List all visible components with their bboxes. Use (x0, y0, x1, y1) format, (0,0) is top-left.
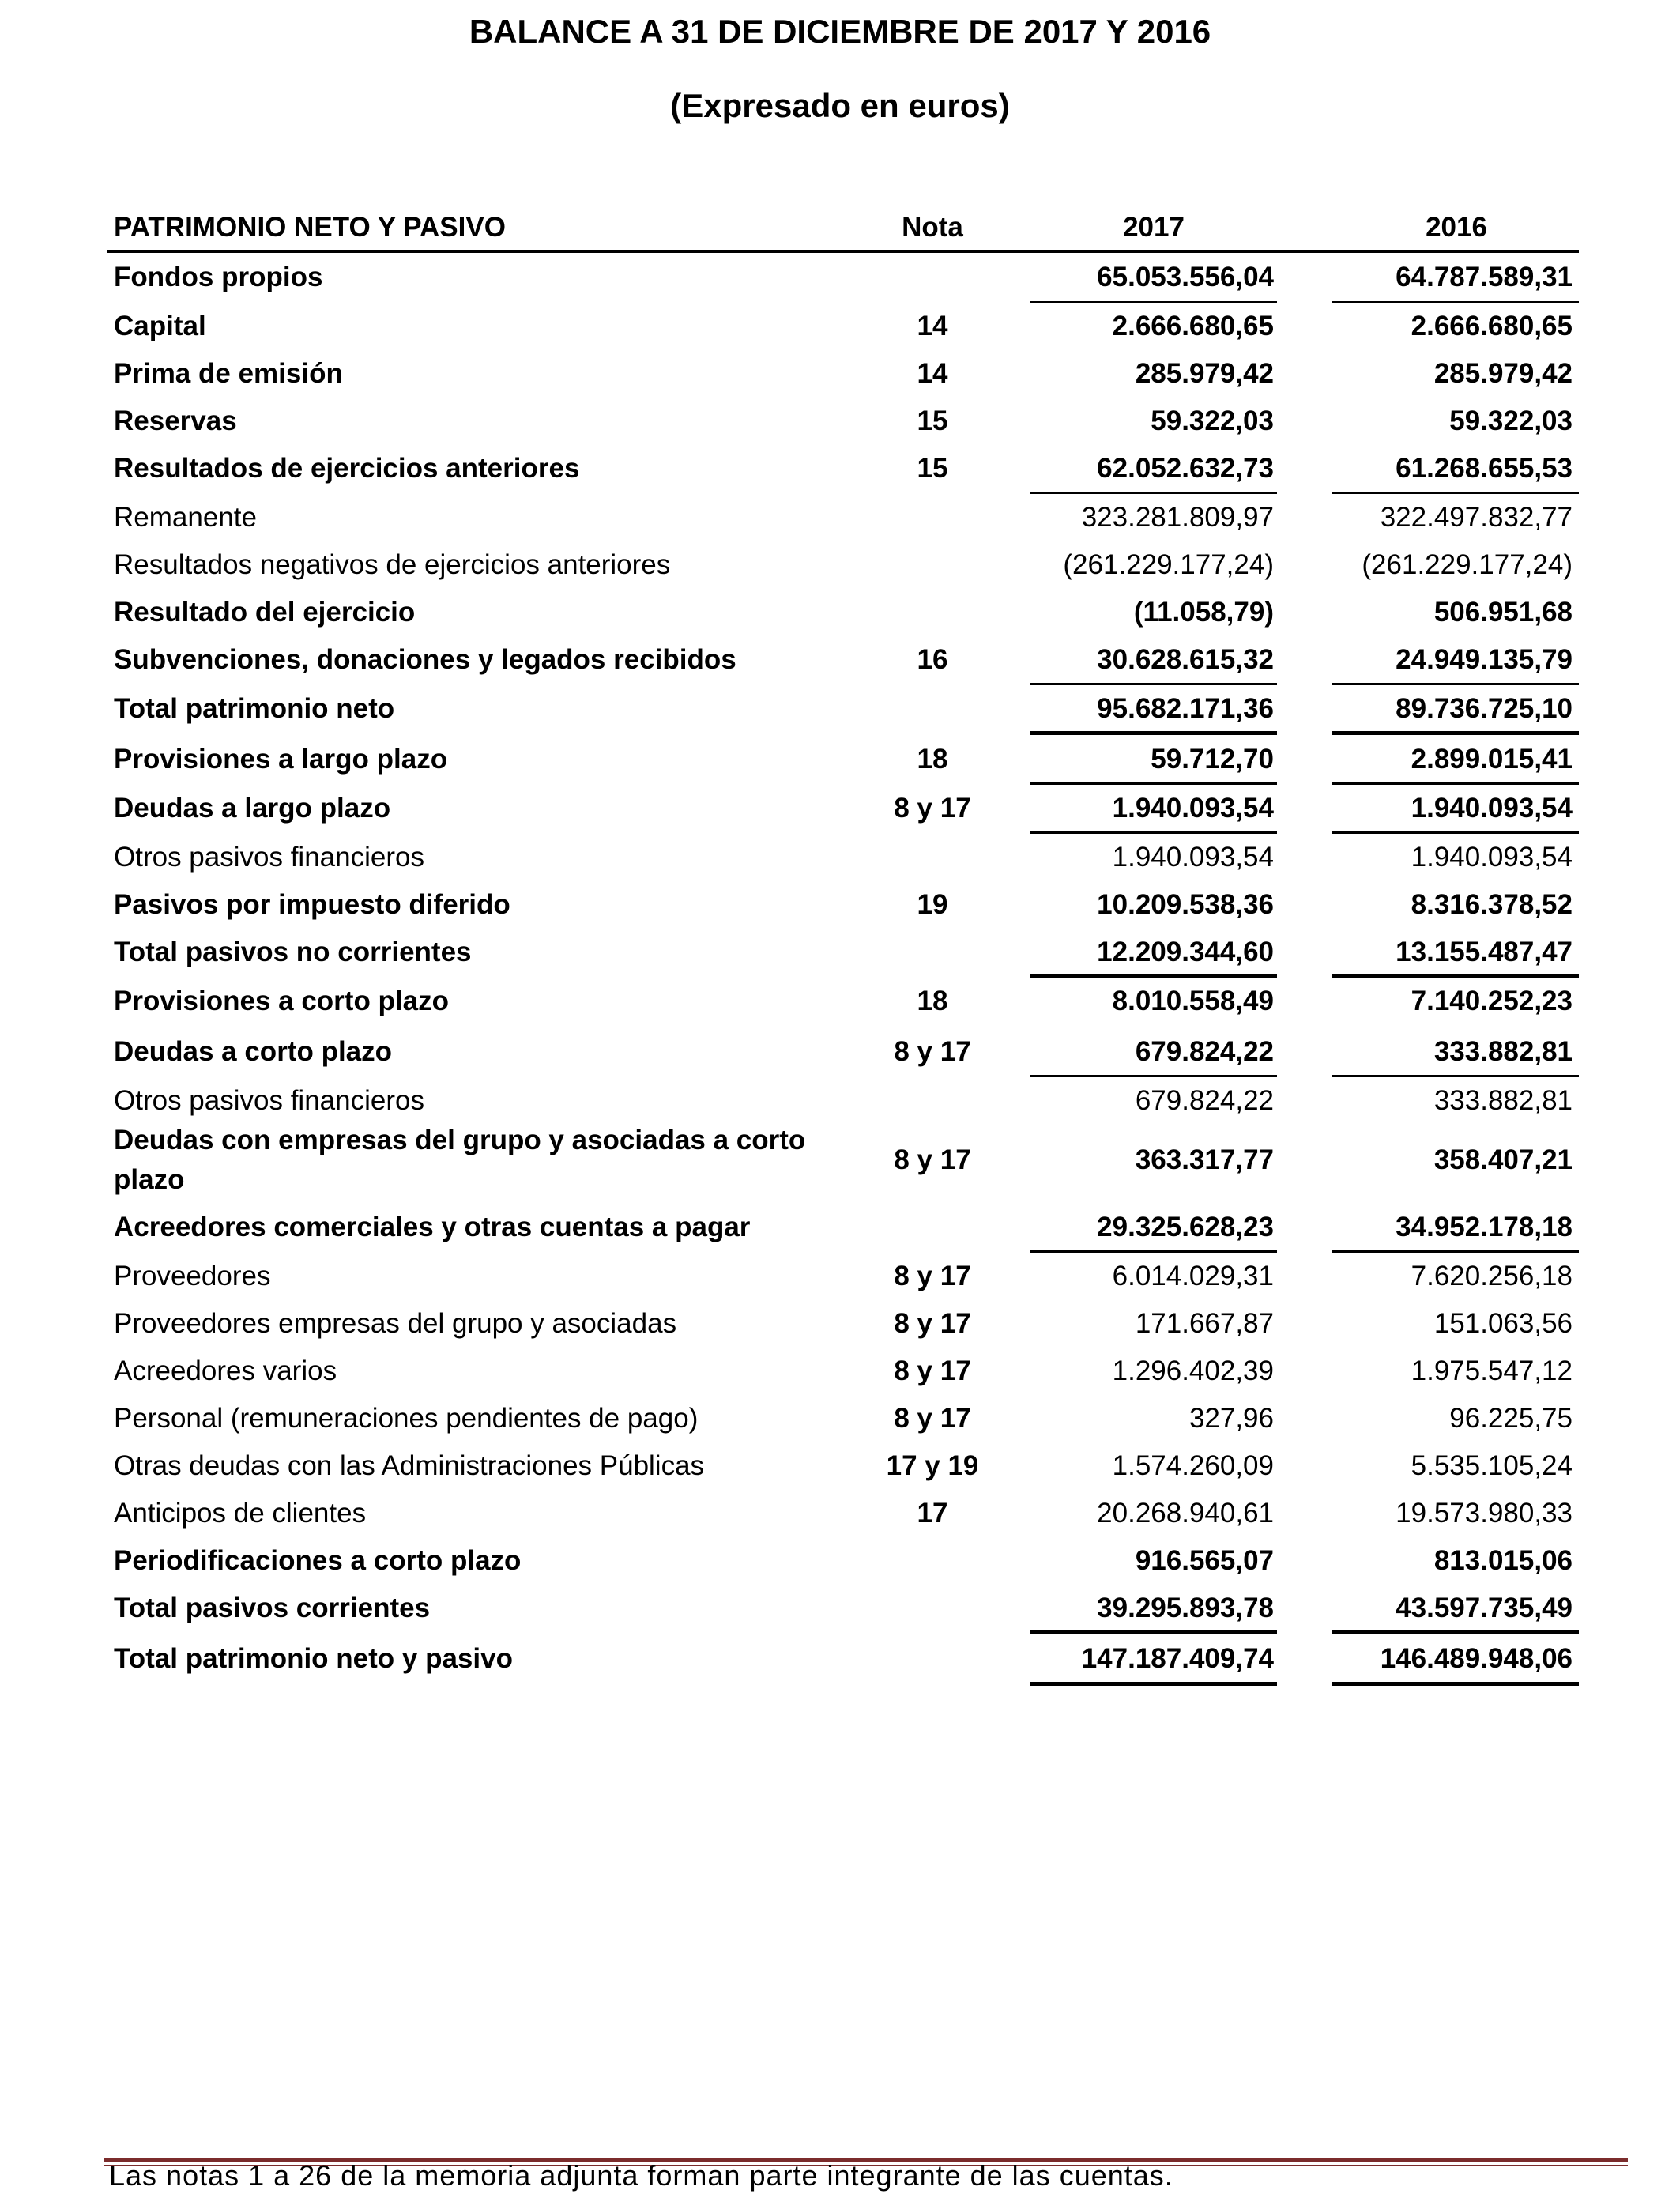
row-value-2016: 151.063,56 (1433, 1308, 1573, 1339)
row-value-2017: (261.229.177,24) (1063, 549, 1274, 580)
rule (1332, 782, 1579, 785)
rule (1030, 1075, 1277, 1077)
row-label: Total patrimonio neto y pasivo (114, 1643, 513, 1674)
row-value-2017: 323.281.809,97 (1081, 502, 1274, 533)
rule (1030, 301, 1277, 303)
row-nota: 8 y 17 (894, 1144, 971, 1175)
row-label: Acreedores comerciales y otras cuentas a pagar (114, 1212, 751, 1242)
rule (1332, 1630, 1579, 1634)
rule (1332, 492, 1579, 494)
row-label: Resultados negativos de ejercicios anteriores (114, 549, 671, 580)
row-value-2016: 1.975.547,12 (1411, 1355, 1573, 1386)
row-nota: 15 (917, 405, 948, 436)
row-value-2016: 2.666.680,65 (1411, 311, 1573, 341)
row-value-2017: 10.209.538,36 (1097, 889, 1274, 920)
rule (1030, 1630, 1277, 1634)
footer-note: Las notas 1 a 26 de la memoria adjunta forman parte integrante de las cuentas. (109, 2159, 1173, 2192)
row-value-2017: 6.014.029,31 (1112, 1261, 1274, 1291)
row-value-2017: 916.565,07 (1135, 1545, 1274, 1576)
row-value-2017: 679.824,22 (1135, 1036, 1274, 1067)
row-nota: 17 y 19 (886, 1450, 979, 1481)
row-value-2017: 12.209.344,60 (1097, 937, 1274, 967)
row-value-2016: 333.882,81 (1433, 1036, 1573, 1067)
row-label: Reservas (114, 405, 237, 436)
row-value-2017: 59.712,70 (1151, 744, 1274, 775)
rule (1030, 683, 1277, 685)
row-nota: 14 (917, 311, 948, 341)
rule (1332, 1075, 1579, 1077)
row-value-2017: 95.682.171,36 (1097, 693, 1274, 724)
header-label: PATRIMONIO NETO Y PASIVO (114, 212, 506, 243)
rule (1030, 974, 1277, 978)
row-label: Total patrimonio neto (114, 693, 395, 724)
row-value-2016: 61.268.655,53 (1396, 453, 1573, 484)
row-label: Acreedores varios (114, 1355, 337, 1386)
row-nota: 8 y 17 (894, 1036, 971, 1067)
row-label: Deudas a largo plazo (114, 793, 391, 824)
row-value-2017: 285.979,42 (1135, 358, 1274, 389)
row-label: Otros pasivos financieros (114, 1085, 424, 1116)
row-value-2017: 29.325.628,23 (1097, 1212, 1274, 1242)
rule (1030, 782, 1277, 785)
row-value-2016: 146.489.948,06 (1380, 1643, 1573, 1674)
row-nota: 8 y 17 (894, 1355, 971, 1386)
row-value-2016: 813.015,06 (1433, 1545, 1573, 1576)
row-value-2016: 1.940.093,54 (1411, 842, 1573, 873)
row-label: Remanente (114, 502, 257, 533)
row-value-2017: 59.322,03 (1151, 405, 1274, 436)
row-value-2016: 64.787.589,31 (1396, 262, 1573, 292)
row-nota: 18 (917, 744, 948, 775)
rule (1030, 492, 1277, 494)
row-value-2017: 20.268.940,61 (1097, 1498, 1274, 1529)
row-value-2017: (11.058,79) (1133, 597, 1274, 628)
row-value-2016: 2.899.015,41 (1411, 744, 1573, 775)
header-year-2017: 2017 (1123, 212, 1185, 243)
row-value-2016: 13.155.487,47 (1396, 937, 1573, 967)
row-label: Pasivos por impuesto diferido (114, 889, 510, 920)
rule (1030, 1682, 1277, 1686)
row-value-2017: 1.940.093,54 (1112, 793, 1274, 824)
rule (1030, 1250, 1277, 1253)
row-value-2016: 7.620.256,18 (1411, 1261, 1573, 1291)
row-label: Proveedores empresas del grupo y asociadas (114, 1308, 677, 1339)
row-value-2016: 506.951,68 (1433, 597, 1573, 628)
row-label: Provisiones a largo plazo (114, 744, 448, 775)
row-label: Otras deudas con las Administraciones Públicas (114, 1450, 705, 1481)
row-value-2016: 7.140.252,23 (1411, 986, 1573, 1016)
row-label: Capital (114, 311, 206, 341)
row-value-2017: 1.574.260,09 (1112, 1450, 1274, 1481)
row-value-2017: 147.187.409,74 (1081, 1643, 1274, 1674)
row-value-2016: 34.952.178,18 (1396, 1212, 1573, 1242)
row-label: Provisiones a corto plazo (114, 986, 449, 1016)
rule (1332, 731, 1579, 735)
rule (1332, 1682, 1579, 1686)
rule (1332, 831, 1579, 834)
header-nota: Nota (902, 212, 963, 243)
row-label: Otros pasivos financieros (114, 842, 424, 873)
row-value-2016: 24.949.135,79 (1396, 644, 1573, 675)
row-label: Personal (remuneraciones pendientes de pago) (114, 1403, 699, 1434)
row-label: Periodificaciones a corto plazo (114, 1545, 522, 1576)
row-label: Deudas a corto plazo (114, 1036, 393, 1067)
document-subtitle: (Expresado en euros) (670, 87, 1010, 124)
row-label: Prima de emisión (114, 358, 343, 389)
row-label: Resultado del ejercicio (114, 597, 416, 628)
row-value-2016: 19.573.980,33 (1396, 1498, 1573, 1529)
row-value-2016: 96.225,75 (1449, 1403, 1573, 1434)
row-nota: 8 y 17 (894, 1403, 971, 1434)
header-year-2016: 2016 (1426, 212, 1487, 243)
row-value-2016: 333.882,81 (1433, 1085, 1573, 1116)
row-nota: 17 (917, 1498, 948, 1529)
row-value-2016: 5.535.105,24 (1411, 1450, 1573, 1481)
row-value-2016: 59.322,03 (1449, 405, 1573, 436)
rule (1332, 974, 1579, 978)
row-value-2017: 39.295.893,78 (1097, 1593, 1274, 1623)
row-label: Anticipos de clientes (114, 1498, 367, 1529)
rule (1332, 1250, 1579, 1253)
row-label: Total pasivos no corrientes (114, 937, 472, 967)
header-rule (107, 250, 1579, 253)
row-value-2017: 1.940.093,54 (1112, 842, 1274, 873)
rule (1030, 731, 1277, 735)
document-title: BALANCE A 31 DE DICIEMBRE DE 2017 Y 2016 (469, 13, 1211, 50)
row-value-2017: 1.296.402,39 (1112, 1355, 1274, 1386)
row-value-2017: 679.824,22 (1135, 1085, 1274, 1116)
row-value-2016: 285.979,42 (1433, 358, 1573, 389)
row-nota: 8 y 17 (894, 793, 971, 824)
row-value-2016: 89.736.725,10 (1396, 693, 1573, 724)
row-value-2016: (261.229.177,24) (1362, 549, 1573, 580)
row-value-2016: 8.316.378,52 (1411, 889, 1573, 920)
row-value-2017: 2.666.680,65 (1112, 311, 1274, 341)
table-header (0, 212, 1680, 251)
row-nota: 8 y 17 (894, 1308, 971, 1339)
row-value-2017: 8.010.558,49 (1112, 986, 1274, 1016)
row-value-2017: 327,96 (1188, 1403, 1274, 1434)
row-label: Total pasivos corrientes (114, 1593, 431, 1623)
row-label: Proveedores (114, 1261, 271, 1291)
rule (1332, 301, 1579, 303)
row-value-2016: 322.497.832,77 (1380, 502, 1573, 533)
rule (1030, 831, 1277, 834)
row-label: Subvenciones, donaciones y legados recibidos (114, 644, 736, 675)
row-value-2017: 65.053.556,04 (1097, 262, 1274, 292)
row-value-2016: 1.940.093,54 (1411, 793, 1573, 824)
row-nota: 19 (917, 889, 948, 920)
row-nota: 14 (917, 358, 948, 389)
row-label: Resultados de ejercicios anteriores (114, 453, 580, 484)
row-value-2017: 171.667,87 (1135, 1308, 1274, 1339)
row-value-2017: 30.628.615,32 (1097, 644, 1274, 675)
row-label: Deudas con empresas del grupo y asociadas a corto plazo (114, 1125, 806, 1195)
row-nota: 15 (917, 453, 948, 484)
row-value-2017: 62.052.632,73 (1097, 453, 1274, 484)
row-nota: 18 (917, 986, 948, 1016)
row-value-2016: 358.407,21 (1433, 1144, 1573, 1175)
row-value-2017: 363.317,77 (1135, 1144, 1274, 1175)
rule (1332, 683, 1579, 685)
row-label: Fondos propios (114, 262, 323, 292)
row-nota: 16 (917, 644, 948, 675)
row-value-2016: 43.597.735,49 (1396, 1593, 1573, 1623)
row-nota: 8 y 17 (894, 1261, 971, 1291)
